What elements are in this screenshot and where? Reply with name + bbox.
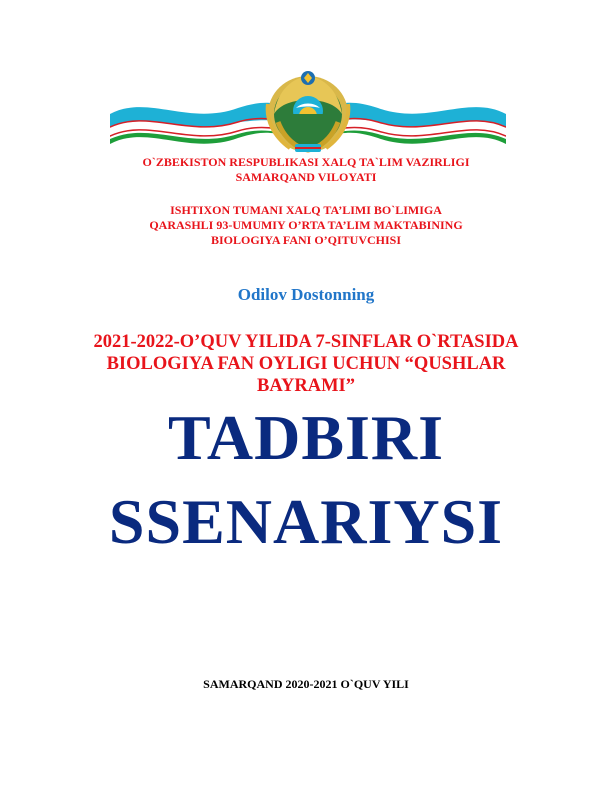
title-line-1: TADBIRI [167, 402, 445, 473]
region-line: SAMARQAND VILOYATI [235, 170, 377, 184]
event-line: BIOLOGIYA FAN OYLIGI UCHUN “QUSHLAR [106, 354, 506, 374]
district-line: ISHTIXON TUMANI XALQ TA’LIMI BO`LIMIGA [170, 203, 442, 217]
author-name: Odilov Dostonning [237, 285, 375, 304]
teacher-line: BIOLOGIYA FANI O’QITUVCHISI [210, 233, 402, 247]
title-line-2: SSENARIYSI [108, 486, 504, 557]
school-line: QARASHLI 93-UMUMIY O’RTA TA’LIM MAKTABINING [149, 218, 463, 232]
event-line: 2021-2022-O’QUV YILIDA 7-SINFLAR O`RTASIDA [93, 332, 519, 352]
event-line: BAYRAMI” [257, 376, 355, 396]
footer-year: SAMARQAND 2020-2021 O`QUV YILI [203, 677, 409, 691]
uzbekistan-state-emblem-icon [268, 71, 349, 152]
ministry-line: O`ZBEKISTON RESPUBLIKASI XALQ TA`LIM VAZIRLIGI [142, 155, 470, 169]
event-description [0, 331, 612, 397]
ministry-heading [0, 155, 612, 185]
school-heading [0, 203, 612, 248]
state-emblem-banner [108, 64, 508, 156]
